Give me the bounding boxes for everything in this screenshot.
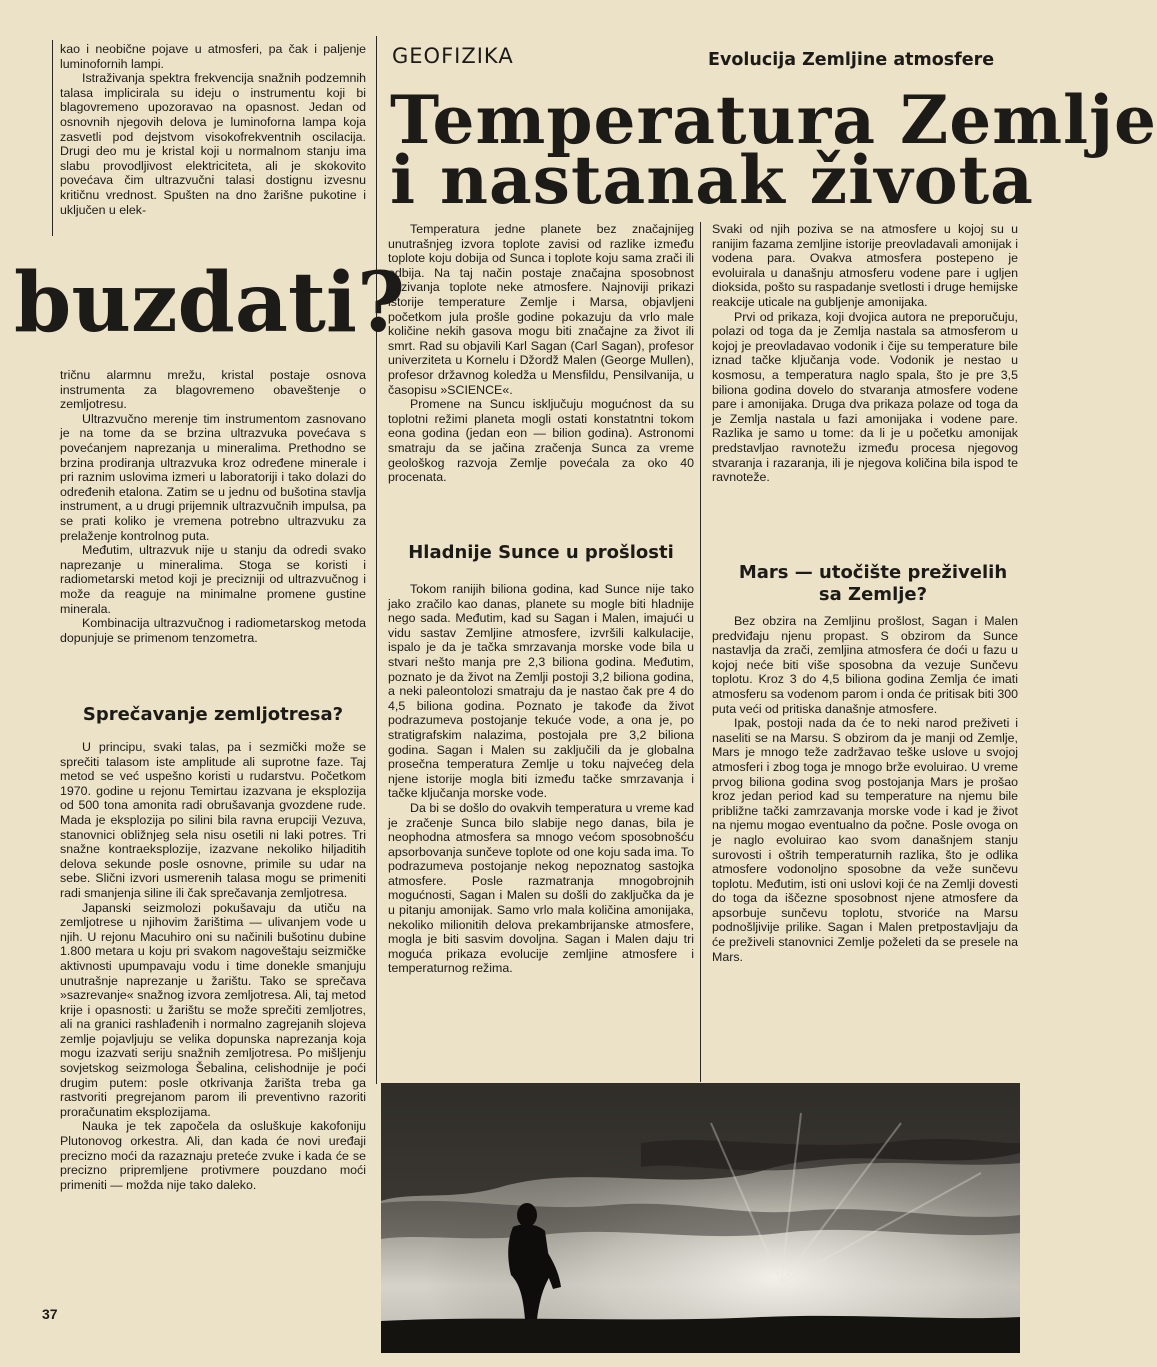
paragraph: Međutim, ultrazvuk nije u stanju da odredi svako naprezanje u mineralima. Stoga se koristi i radiometarski metod koji je precizniji od ultrazvučnog i može da reaguje na minimalne promene gustine minerala. — [60, 543, 366, 616]
left-margin-rule — [52, 40, 53, 236]
right-column-top — [712, 222, 1018, 485]
paragraph: Kombinacija ultrazvučnog i radiometarskog metoda dopunjuje se primenom tenzometra. — [60, 616, 366, 645]
paragraph: kao i neobične pojave u atmosferi, pa čak i paljenje luminofornih lampi. — [60, 42, 366, 71]
subheading-right: Mars — utočište preživelih sa Zemlje? — [738, 562, 1008, 605]
paragraph: Da bi se došlo do ovakvih temperatura u vreme kad je zračenje Sunca bilo slabije nego danas, bila je neophodna atmosfera sa mnogo većom sposobnošću apsorbovanja sunčeve toplote od one koju sada ima. To podrazumeva postojanje nekog nepoznatog sastojka atmosfere. Posle razmatranja mnogobrojnih mogućnosti, Sagan i Malen su došli do zaključka da je u pitanju amonijak. Samo vrlo mala količina amonijaka, nekoliko milionitih delova prekambrijanske atmosfere, mogla je biti sasvim dovoljna. Sagan i Malen daju tri moguća prikaza evolucije zemljine atmosfere i temperaturnog režima. — [388, 800, 694, 976]
paragraph: Bez obzira na Zemljinu prošlost, Sagan i Malen predviđaju njenu propast. S obzirom da Sunce nastavlja da zrači, zemljina atmosfera će doći u fazu u kojoj neće biti više sposobna da vezuje Sunčevu toplotu. Kroz 3 do 4,5 biliona godina Zemlja će imati atmosferu sa vodenom parom i onda će pritisak biti 300 puta veći od pritiska današnje atmosfere. — [712, 614, 1018, 716]
paragraph: Svaki od njih poziva se na atmosfere u kojoj su u ranijim fazama zemljine istorije preovladavali amonijak i vodena para. Ovakva atmosfera postepeno je evoluirala u današnju atmosferu vodene pare i ugljen dioksida, pošto su raspadanje svetlosti i druge hemijske reakcije uticale na gubljenje amonijaka. — [712, 222, 1018, 309]
column-rule-left — [376, 36, 377, 1084]
section-label: GEOFIZIKA — [392, 44, 514, 68]
paragraph: U principu, svaki talas, pa i sezmički može se sprečiti talasom iste amplitude ali suprotne faze. Taj metod se već uspešno koristi u rudarstvu. Početkom 1970. godine u rejonu Temirtau izazvana je eksplozija od 500 tona amonita radi obrušavanja gvozdene rude. Mada je eksplozija po silini bila ravna erupciji Vezuva, stanovnici obližnjeg sela nisu osetili ni laki potres. Tri snažne kontraeksplozije, izazvane nekoliko hiljaditih delova sekunde posle osnovne, primile su udar na sebe. Slični izvori usmerenih talasa mogu se primeniti radi smanjenja siline ili čak sprečavanja zemljotresa. — [60, 740, 366, 900]
headline-line-2: i nastanak života — [390, 141, 1034, 219]
paragraph: Prvi od prikaza, koji dvojica autora ne preporučuju, polazi od toga da je Zemlja nastala sa atmosferom u kojoj je preovladavao vodonik i čije su temperature bile iznad tačke ključanja vode. Vodonik je nestao u kosmosu, a temperatura naglo spala, što je pre 3,5 biliona godina dovelo do stvaranja atmosfere vodene pare i amonijaka. Druga dva prikaza polaze od toga da je Zemlja nastala u fazi amonijaka i vodene pare. Razlika je samo u tome: da li je u početku amonijak predstavljao ravnotežu između procesa njegovog stvaranja i razaranja, ili je njegova količina bila ispod te ravnoteže. — [712, 309, 1018, 485]
paragraph: Istraživanja spektra frekvencija snažnih podzemnih talasa implicirala su ideju o instrumentu koji bi blagovremeno upozoravao na opasnost. Jedan od osnovnih njegovih delova je luminoforna lampa koja zasvetli pod dejstvom visokofrekventnih oscilacija. Drugi deo mu je kristal koji u normalnom stanju ima slabu provodljivost elektriciteta, ali je skokovito povećava čim ultrazvučni talasi dostignu izvesnu kritičnu vrednost. Spušten na dno žarišne pukotine i uključen u elek- — [60, 71, 366, 217]
paragraph: tričnu alarmnu mrežu, kristal postaje osnova instrumenta za blagovremeno obaveštenje o zemljotresu. — [60, 368, 366, 412]
paragraph: Ipak, postoji nada da će to neki narod preživeti i naseliti se na Marsu. S obzirom da je manji od Zemlje, Mars je mnogo teže zadržavao teške uslove u svojoj atmosferi i zbog toga je mnogo brže evoluirao. U vreme prvog biliona godina svog postojanja Mars je prošao kroz jedan period kad su temperature na njemu bile približne tački zamrzavanja morske vode i kad je život na njemu mogao eventualno da počne. Posle ovoga on je naglo evoluirao kao svom današnjem stanju surovosti i oštrih temperaturnih razlika, što je odlika atmosfere vodonoljno sposobne da veže sunčevu toplotu. Međutim, isti oni uslovi koji će na Zemlji dovesti do toga da iščezne sposobnost njene atmosfere da apsorbuje sunčevu toplotu, stvoriće na Marsu podnošljivije prilike. Sagan i Malen pretpostavljaju da će preživeli stanovnici Zemlje poželeti da se presele na Mars. — [712, 716, 1018, 964]
photo-graphic — [381, 1083, 1020, 1353]
series-title: Evolucija Zemljine atmosfere — [708, 50, 995, 70]
paragraph: Promene na Suncu isključuju mogućnost da su toplotni režimi planeta mogli ostati konstatntni tokom eona godina (jedan eon — bilion godina). Astronomi smatraju da se jačina zračenja Sunca za vreme geološkog razvoja Zemlje povećala za oko 40 procenata. — [388, 397, 694, 485]
paragraph: Ultrazvučno merenje tim instrumentom zasnovano je na tome da se brzina ultrazvuka povećava s povećanjem naprezanja u mineralima. Prethodno se brzina prodiranja ultrazvuka kroz određene minerale i pri raznim uslovima izmeri u laboratoriji i tako dolazi do određenih etalona. Zatim se u jednu od bušotina stavlja instrument, a u drugi prijemnik ultrazvučnih impulsa, pa se prati koliko je vremena potrebno ultrazvuku za prelaženje kontrolnog puta. — [60, 411, 366, 543]
column-rule-right — [700, 222, 701, 1082]
left-column-middle — [60, 368, 366, 645]
paragraph: Tokom ranijih biliona godina, kad Sunce nije tako jako zračilo kao danas, planete su mogle biti hladnije nego sada. Međutim, kad su Sagan i Malen, imajući u vidu sastav Zemljine atmosfere, izvršili kalkulacije, ispalo je da je tačka smrzavanja morske vode bila u stvari nešto manja pre 2,3 biliona godina. Međutim, poznato je da život na Zemlji postoji 3,2 biliona godina, a neki paleontolozi smatraju da je nastao čak pre 4 do 4,5 biliona godina. Poznato je takođe da život podrazumeva postojanje tekuće vode, a ona je, po stratigrafskim nalazima, postojala pre 3,2 biliona godina. Sagan i Malen su zaključili da je globalna prosečna temperatura Zemlje u toku najvećeg dela njene istorije mogla biti između tačke smrzavanja i tačke ključanja morske vode. — [388, 582, 694, 801]
left-column-bottom — [60, 740, 366, 1192]
article-title-fragment: buzdati? — [14, 255, 406, 351]
right-column-bottom — [712, 614, 1018, 964]
paragraph: Japanski seizmolozi pokušavaju da utiču na zemljotrese u njihovim žarištima — ulivanjem vode u njih. U rejonu Macuhiro oni su načinili bušotinu dubine 1.800 metara u koju pri svakom nagoveštaju seizmičke aktivnosti upumpavaju vodu i time donekle smanjuju unutrašnje naprezanje u žarištu. Tako se sprečava »sazrevanje« snažnog izvora zemljotresa. Ali, taj metod krije i opasnosti: u žarištu se može sprečiti zemljotres, ali na granici rashlađenih i normalno zagrejanih slojeva zemlje pojavljuju se velika dopunska naprezanja koja mogu izazvati seriju snažnih zemljotresa. Po mišljenju sovjetskog seizmologa Šebalina, celishodnije je poći drugim putem: posle otkrivanja žarišta treba ga rastvoriti pregrejanom parom ili preventivno razoriti proračunatim eksplozijama. — [60, 900, 366, 1119]
left-column-top — [60, 42, 366, 217]
middle-column-top — [388, 222, 694, 485]
subheading-middle: Hladnije Sunce u prošlosti — [408, 542, 674, 563]
headline-line-1: Temperatura Zemlje — [390, 81, 1157, 159]
paragraph: Temperatura jedne planete bez značajnijeg unutrašnjeg izvora toplote zavisi od razlike između toplote koju dobija od Sunca i toplote koju sama zrači ili odbija. Na taj način postaje značajna sposobnost vezivanja toplote neke atmosfere. Najnoviji prikazi istorije temperature Zemlje i Marsa, objavljeni početkom jula prošle godine pokazuju da vrlo male količine nekih gasova mogu biti značajne za život ili smrt. Rad su objavili Karl Sagan (Carl Sagan), profesor univerziteta u Kornelu i Džordž Malen (George Mullen), profesor državnog koledža u Mensfildu, Pensilvanija, u časopisu »SCIENCE«. — [388, 222, 694, 397]
paragraph: Nauka je tek započela da osluškuje kakofoniju Plutonovog orkestra. Ali, dan kada će novi uređaji precizno moći da razaznaju preteće zvuke i kada će se precizno pripremljene protivmere pouzdano moći primeniti — možda nije tako daleko. — [60, 1119, 366, 1192]
sunset-silhouette-photo — [381, 1083, 1020, 1353]
page-number: 37 — [42, 1306, 58, 1322]
subheading-left: Sprečavanje zemljotresa? — [82, 704, 344, 725]
middle-column-bottom — [388, 582, 694, 976]
